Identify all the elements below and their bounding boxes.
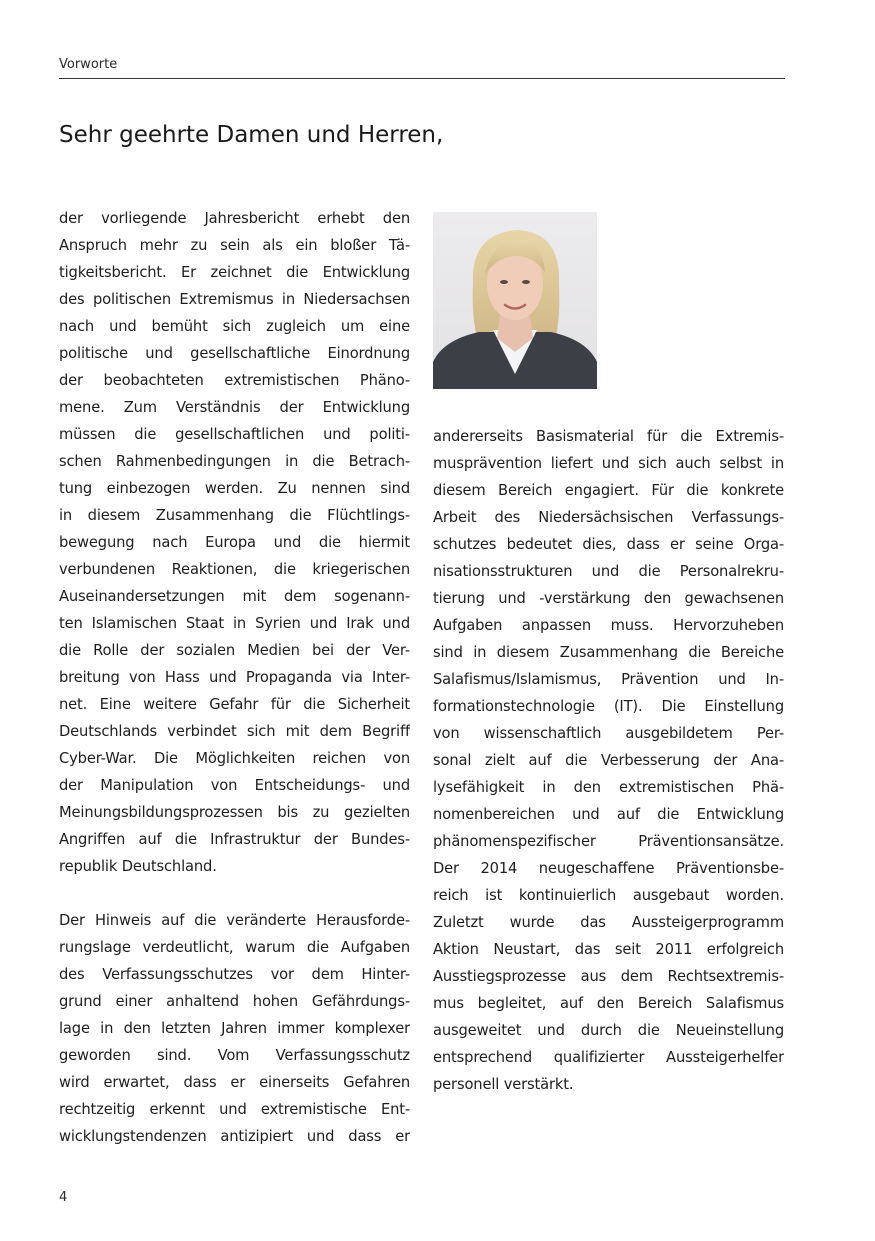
- salutation-heading: Sehr geehrte Damen und Herren,: [59, 122, 444, 148]
- text-line: Zuletzt wurde das Aussteigerprogramm: [433, 914, 784, 931]
- text-line: lysefähigkeit in den extremistischen Phä-: [433, 779, 784, 796]
- text-line: nach und bemüht sich zugleich um eine: [59, 318, 410, 335]
- text-line: personell verstärkt.: [433, 1076, 574, 1093]
- text-line: ausgeweitet und durch die Neueinstellung: [433, 1022, 784, 1039]
- text-line: des Verfassungsschutzes vor dem Hinter-: [59, 966, 410, 983]
- text-line: wird erwartet, dass er einerseits Gefahren: [59, 1074, 410, 1091]
- text-line: grund einer anhaltend hohen Gefährdungs-: [59, 993, 410, 1010]
- text-line: der beobachteten extremistischen Phäno-: [59, 372, 410, 389]
- portrait-photo: [433, 212, 597, 389]
- text-line: Anspruch mehr zu sein als ein bloßer Tä-: [59, 237, 410, 254]
- text-line: bewegung nach Europa und die hiermit: [59, 534, 410, 551]
- text-line: Aktion Neustart, das seit 2011 erfolgreich: [433, 941, 784, 958]
- text-line: entsprechend qualifizierter Aussteigerhelfer: [433, 1049, 784, 1066]
- text-line: in diesem Zusammenhang die Flüchtlings-: [59, 507, 410, 524]
- text-line: mene. Zum Verständnis der Entwicklung: [59, 399, 410, 416]
- text-line: republik Deutschland.: [59, 858, 217, 875]
- text-line: Cyber-War. Die Möglichkeiten reichen von: [59, 750, 410, 767]
- text-line: tigkeitsbericht. Er zeichnet die Entwicklung: [59, 264, 410, 281]
- text-line: tung einbezogen werden. Zu nennen sind: [59, 480, 410, 497]
- text-line: Salafismus/Islamismus, Prävention und In-: [433, 671, 784, 688]
- running-header: Vorworte: [59, 57, 118, 72]
- text-line: schutzes bedeutet dies, dass er seine Orga-: [433, 536, 784, 553]
- text-line: lage in den letzten Jahren immer komplexer: [59, 1020, 410, 1037]
- text-line: formationstechnologie (IT). Die Einstellung: [433, 698, 784, 715]
- text-line: politische und gesellschaftliche Einordnung: [59, 345, 410, 362]
- text-line: Deutschlands verbindet sich mit dem Begriff: [59, 723, 410, 740]
- text-line: schen Rahmenbedingungen in die Betrach-: [59, 453, 410, 470]
- paragraph-2: [59, 907, 410, 1150]
- text-line: net. Eine weitere Gefahr für die Sicherheit: [59, 696, 410, 713]
- text-line: Meinungsbildungsprozessen bis zu gezielten: [59, 804, 410, 821]
- portrait-illustration: [433, 212, 597, 389]
- paragraph-3: [433, 423, 784, 1098]
- text-line: nomenbereichen und auf die Entwicklung: [433, 806, 784, 823]
- header-divider: [59, 78, 785, 79]
- text-line: diesem Bereich engagiert. Für die konkrete: [433, 482, 784, 499]
- text-line: müssen die gesellschaftlichen und politi-: [59, 426, 410, 443]
- text-line: phänomenspezifischer Präventionsansätze.: [433, 833, 784, 850]
- text-line: Angriffen auf die Infrastruktur der Bundes-: [59, 831, 410, 848]
- text-line: der Manipulation von Entscheidungs- und: [59, 777, 410, 794]
- right-text-column: [433, 423, 784, 1098]
- text-line: verbundenen Reaktionen, die kriegerischen: [59, 561, 410, 578]
- text-line: nisationsstrukturen und die Personalrekru-: [433, 563, 784, 580]
- text-line: andererseits Basismaterial für die Extremis-: [433, 428, 784, 445]
- text-line: sonal zielt auf die Verbesserung der Ana-: [433, 752, 784, 769]
- text-line: tierung und -verstärkung den gewachsenen: [433, 590, 784, 607]
- text-line: mus begleitet, auf den Bereich Salafismus: [433, 995, 784, 1012]
- text-line: rungslage verdeutlicht, warum die Aufgaben: [59, 939, 410, 956]
- text-line: die Rolle der sozialen Medien bei der Ver-: [59, 642, 410, 659]
- text-line: Der Hinweis auf die veränderte Herausforde-: [59, 912, 410, 929]
- text-line: der vorliegende Jahresbericht erhebt den: [59, 210, 410, 227]
- text-line: ten Islamischen Staat in Syrien und Irak und: [59, 615, 410, 632]
- text-line: rechtzeitig erkennt und extremistische Ent-: [59, 1101, 410, 1118]
- page-number: 4: [59, 1190, 68, 1205]
- text-line: wicklungstendenzen antizipiert und dass er: [59, 1128, 410, 1145]
- text-line: Arbeit des Niedersächsischen Verfassungs-: [433, 509, 784, 526]
- paragraph-spacer: [59, 880, 410, 907]
- text-line: sind in diesem Zusammenhang die Bereiche: [433, 644, 784, 661]
- text-line: Auseinandersetzungen mit dem sogenann-: [59, 588, 410, 605]
- text-line: Ausstiegsprozesse aus dem Rechtsextremis-: [433, 968, 784, 985]
- paragraph-1: [59, 205, 410, 880]
- text-line: musprävention liefert und sich auch selbst in: [433, 455, 784, 472]
- text-line: reich ist kontinuierlich ausgebaut worden.: [433, 887, 784, 904]
- text-line: von wissenschaftlich ausgebildetem Per-: [433, 725, 784, 742]
- text-line: Aufgaben anpassen muss. Hervorzuheben: [433, 617, 784, 634]
- text-line: breitung von Hass und Propaganda via Inter-: [59, 669, 410, 686]
- text-line: des politischen Extremismus in Niedersachsen: [59, 291, 410, 308]
- left-text-column: [59, 205, 410, 1150]
- text-line: geworden sind. Vom Verfassungsschutz: [59, 1047, 410, 1064]
- text-line: Der 2014 neugeschaffene Präventionsbe-: [433, 860, 784, 877]
